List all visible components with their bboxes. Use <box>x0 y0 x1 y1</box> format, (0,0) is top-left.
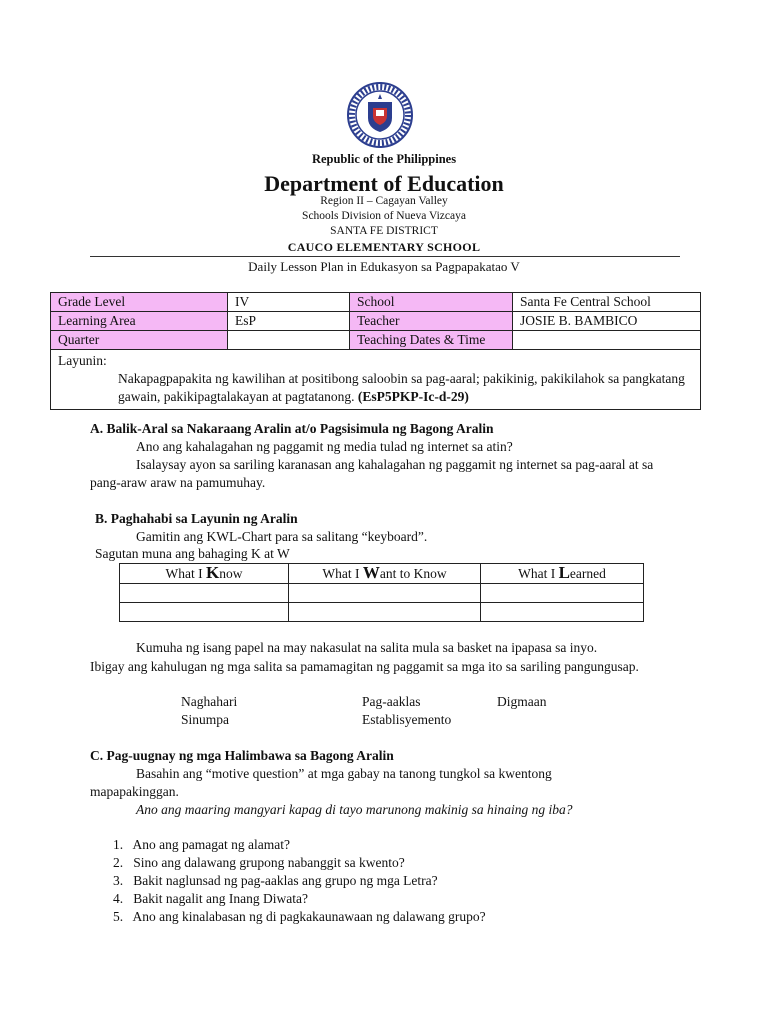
lesson-plan-title: Daily Lesson Plan in Edukasyon sa Pagpapakatao V <box>248 259 520 274</box>
teacher-label: Teacher <box>350 312 513 331</box>
division-line: Schools Division of Nueva Vizcaya <box>302 210 466 222</box>
section-a-line1: Ano ang kahalagahan ng paggamit ng media tulad ng internet sa atin? <box>136 439 513 454</box>
learning-area-label: Learning Area <box>51 312 228 331</box>
dates-value <box>513 331 701 350</box>
word-item: Naghahari <box>181 694 238 709</box>
guide-question: 2. Sino ang dalawang grupong nabanggit sa kwento? <box>113 855 405 870</box>
kwl-want-header: What I Want to Know <box>289 564 481 584</box>
word-item: Establisyemento <box>362 712 452 727</box>
kwl-chart <box>119 563 644 622</box>
learning-area-value: EsP <box>228 312 350 331</box>
teacher-value: JOSIE B. BAMBICO <box>513 312 701 331</box>
department-title: Department of Education <box>264 171 504 196</box>
layunin-label: Layunin: <box>58 353 107 368</box>
section-b-line4: Ibigay ang kahulugan ng mga salita sa pamamagitan ng paggamit sa mga ito sa sariling pangungusap. <box>90 659 639 674</box>
section-a-line2: Isalaysay ayon sa sariling karanasan ang kahalagahan ng paggamit ng internet sa pag-aaral at sa pang-araw araw na pamumuhay. <box>90 457 654 490</box>
quarter-label: Quarter <box>51 331 228 350</box>
kwl-cell[interactable] <box>289 584 481 603</box>
quarter-value <box>228 331 350 350</box>
grade-level-label: Grade Level <box>51 293 228 312</box>
section-b-line2: Sagutan muna ang bahaging K at W <box>95 546 290 561</box>
kwl-cell[interactable] <box>120 584 289 603</box>
section-c-line1: Basahin ang “motive question” at mga gabay na tanong tungkol sa kwentong mapapakinggan. <box>90 766 552 799</box>
school-label: School <box>350 293 513 312</box>
kwl-learned-header: What I Learned <box>481 564 644 584</box>
kwl-cell[interactable] <box>481 603 644 622</box>
guide-question: 3. Bakit naglunsad ng pag-aaklas ang grupo ng mga Letra? <box>113 873 438 888</box>
kwl-cell[interactable] <box>120 603 289 622</box>
word-item: Pag-aaklas <box>362 694 421 709</box>
guide-question: 4. Bakit nagalit ang Inang Diwata? <box>113 891 308 906</box>
word-item: Digmaan <box>497 694 547 709</box>
republic-line: Republic of the Philippines <box>311 152 457 166</box>
guide-question: 5. Ano ang kinalabasan ng di pagkakaunawaan ng dalawang grupo? <box>113 909 486 924</box>
word-item: Sinumpa <box>181 712 230 727</box>
school-value: Santa Fe Central School <box>513 293 701 312</box>
layunin-cell <box>51 350 701 410</box>
motive-question: Ano ang maaring mangyari kapag di tayo marunong makinig sa hinaing ng iba? <box>136 802 573 817</box>
kwl-know-header: What I Know <box>120 564 289 584</box>
guide-question: 1. Ano ang pamagat ng alamat? <box>113 837 290 852</box>
grade-level-value: IV <box>228 293 350 312</box>
deped-seal <box>347 82 413 148</box>
kwl-cell[interactable] <box>481 584 644 603</box>
header-divider <box>90 256 680 257</box>
section-b-line1: Gamitin ang KWL-Chart para sa salitang “keyboard”. <box>136 529 428 544</box>
school-name: CAUCO ELEMENTARY SCHOOL <box>287 240 481 254</box>
lesson-info-table <box>50 292 701 410</box>
section-a-heading: A. Balik-Aral sa Nakaraang Aralin at/o Pagsisimula ng Bagong Aralin <box>90 421 494 436</box>
region-line: Region II – Cagayan Valley <box>320 195 448 207</box>
district-line: SANTA FE DISTRICT <box>330 225 438 237</box>
section-b-heading: B. Paghahabi sa Layunin ng Aralin <box>95 511 298 526</box>
section-c-heading: C. Pag-uugnay ng mga Halimbawa sa Bagong Aralin <box>90 748 394 763</box>
dates-label: Teaching Dates & Time <box>350 331 513 350</box>
kwl-cell[interactable] <box>289 603 481 622</box>
layunin-text: Nakapagpapakita ng kawilihan at positibong saloobin sa pag-aaral; pakikinig, pakikilahok sa pangkatang gawain, pakikipagtalakayan at pagtatanong. <box>118 371 685 404</box>
layunin-code: (EsP5PKP-Ic-d-29) <box>357 389 469 404</box>
section-b-line3: Kumuha ng isang papel na may nakasulat na salita mula sa basket na ipapasa sa inyo. <box>136 640 598 655</box>
